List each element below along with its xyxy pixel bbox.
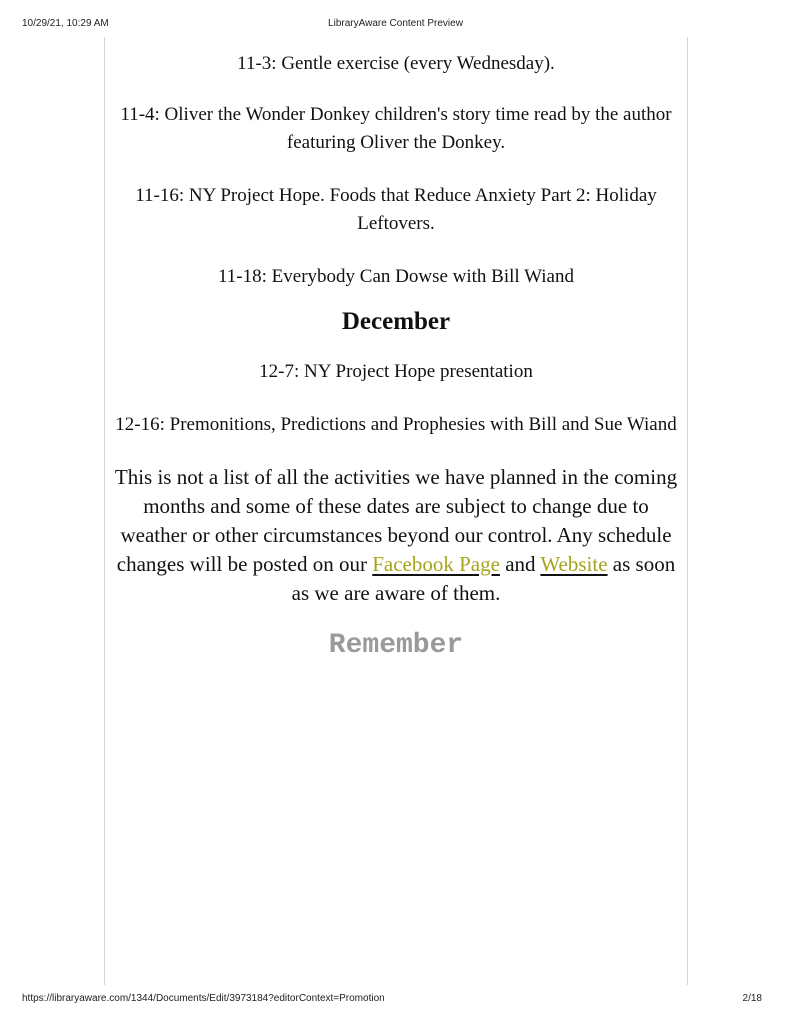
- facebook-page-link[interactable]: Facebook Page: [372, 551, 500, 576]
- event-item: 11-16: NY Project Hope. Foods that Reduce Anxiety Part 2: Holiday Leftovers.: [135, 185, 657, 234]
- disclaimer-text: as soon as we are aware of them.: [291, 551, 676, 605]
- print-title: LibraryAware Content Preview: [328, 18, 463, 29]
- page-number: 2/18: [742, 993, 762, 1004]
- newsletter-content: [105, 50, 687, 663]
- content-border-right: [687, 37, 688, 985]
- event-item: 12-7: NY Project Hope presentation: [259, 360, 533, 382]
- remember-heading: Remember: [328, 629, 464, 661]
- month-heading-december: December: [341, 308, 451, 335]
- print-url: https://libraryaware.com/1344/Documents/Edit/3973184?editorContext=Promotion: [22, 993, 385, 1004]
- print-datetime: 10/29/21, 10:29 AM: [22, 18, 109, 29]
- disclaimer-text: This is not a list of all the activities we have planned in the coming months and some of these dates are subject to change due to weather or other circumstances beyond our control. Any schedule changes will be posted on our: [114, 464, 678, 576]
- disclaimer-text: and: [499, 551, 541, 576]
- event-item: 11-4: Oliver the Wonder Donkey children's story time read by the author featuring Oliver the Donkey.: [120, 104, 672, 153]
- event-item: 11-3: Gentle exercise (every Wednesday).: [237, 53, 555, 74]
- schedule-disclaimer: [105, 463, 687, 608]
- event-item: 12-16: Premonitions, Predictions and Prophesies with Bill and Sue Wiand: [115, 413, 677, 435]
- website-link[interactable]: Website: [540, 551, 608, 576]
- event-item: 11-18: Everybody Can Dowse with Bill Wiand: [218, 266, 574, 287]
